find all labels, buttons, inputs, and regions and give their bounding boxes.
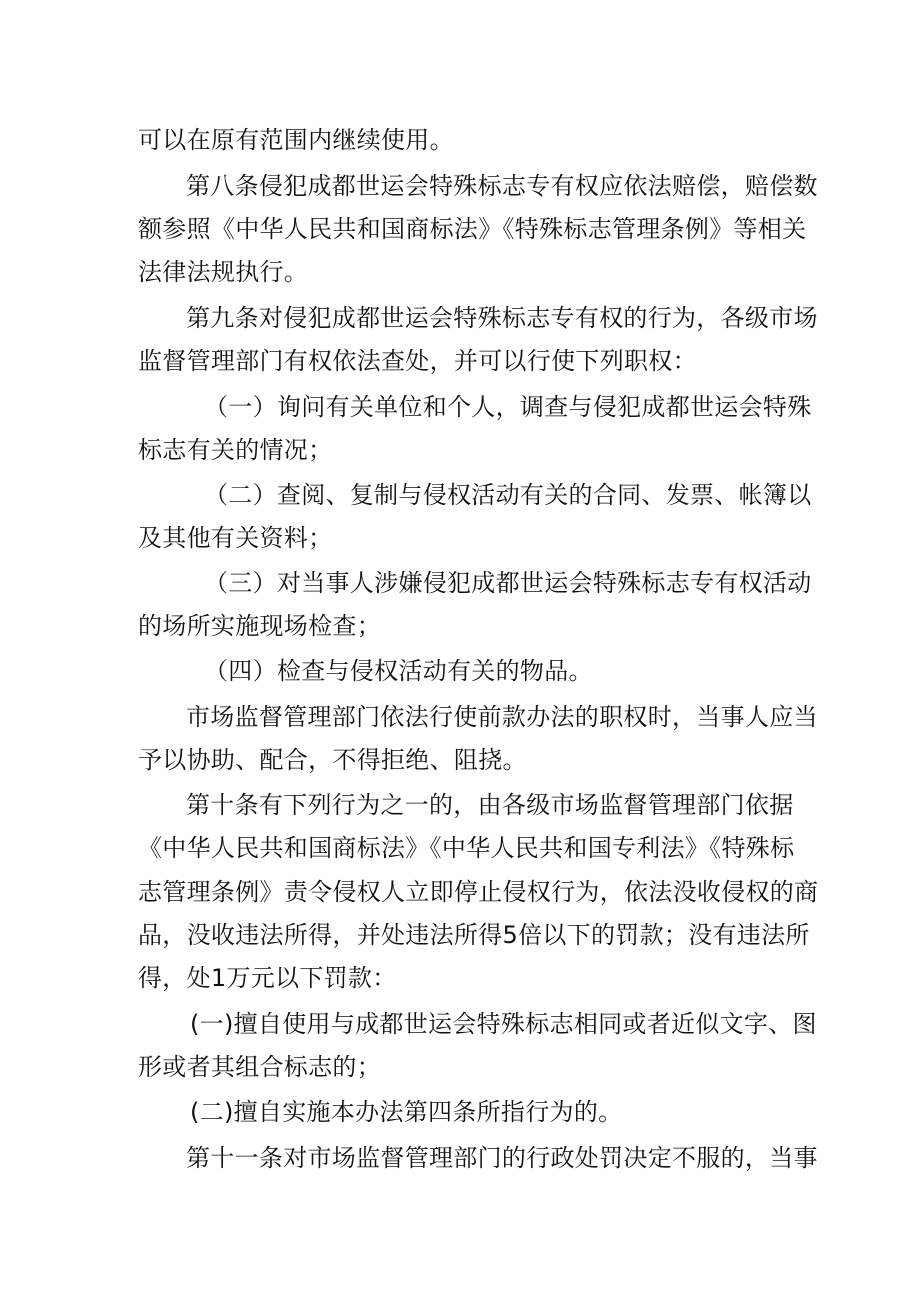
paragraph-cooperation: 市场监督管理部门依法行使前款办法的职权时，当事人应当 [186,703,818,731]
list-item-3: （三）对当事人涉嫌侵犯成都世运会特殊标志专有权活动 [204,569,812,597]
text-line: 标志有关的情况； [138,436,333,464]
text-line: 形或者其组合标志的； [138,1053,381,1081]
paragraph-article-11: 第十一条对市场监督管理部门的行政处罚决定不服的，当事 [186,1144,818,1172]
text-line: 得，处1万元以下罚款： [138,964,397,992]
paragraph-article-10: 第十条有下列行为之一的，由各级市场监督管理部门依据 [186,791,794,819]
list-item-a: (一)擅自使用与成都世运会特殊标志相同或者近似文字、图 [190,1010,817,1038]
text-line: 监督管理部门有权依法查处，并可以行使下列职权： [138,347,697,375]
text-line: 志管理条例》责令侵权人立即停止侵权行为，依法没收侵权的商 [138,878,819,906]
text-line: 可以在原有范围内继续使用。 [138,126,454,154]
text-line: 及其他有关资料； [138,524,333,552]
paragraph-article-9: 第九条对侵犯成都世运会特殊标志专有权的行为，各级市场 [186,304,818,332]
list-item-4: （四）检查与侵权活动有关的物品。 [204,657,593,685]
list-item-2: （二）查阅、复制与侵权活动有关的合同、发票、帐簿以 [204,481,812,509]
paragraph-article-8: 第八条侵犯成都世运会特殊标志专有权应依法赔偿，赔偿数 [186,172,818,200]
text-line: 的场所实施现场检查； [138,612,381,640]
text-line: 予以协助、配合，不得拒绝、阻挠。 [138,746,527,774]
text-line: 品，没收违法所得，并处违法所得5倍以下的罚款；没有违法所 [138,921,810,949]
text-line: 法律法规执行。 [138,258,309,286]
text-line: 《中华人民共和国商标法》《中华人民共和国专利法》《特殊标 [138,834,795,862]
text-line: 额参照《中华人民共和国商标法》《特殊标志管理条例》等相关 [138,215,807,243]
list-item-1: （一）询问有关单位和个人，调查与侵犯成都世运会特殊 [204,393,812,421]
list-item-b: (二)擅自实施本办法第四条所指行为的。 [190,1098,623,1126]
